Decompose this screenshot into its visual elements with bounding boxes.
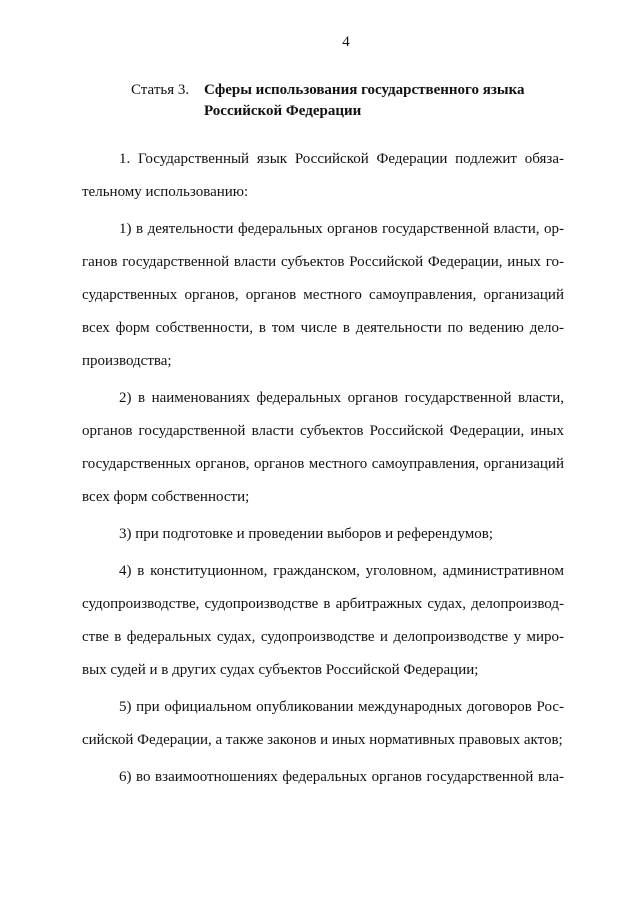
- page-number: 4: [342, 34, 350, 50]
- paragraph-line: тельному использованию:: [82, 184, 249, 200]
- paragraph-line: ганов государственной власти субъектов Российской Федерации, иных го-: [82, 254, 564, 270]
- paragraph-line: судопроизводстве, судопроизводстве в арбитражных судах, делопроизвод-: [82, 596, 564, 612]
- paragraph-line: сударственных органов, органов местного самоуправления, организаций: [82, 287, 564, 303]
- article-body: [82, 143, 564, 794]
- paragraph: [82, 555, 564, 687]
- paragraph-line: сийской Федерации, а также законов и иных нормативных правовых актов;: [82, 732, 563, 748]
- article-heading: [131, 80, 571, 122]
- article-title-line: Российской Федерации: [204, 103, 362, 119]
- paragraph-line: вых судей и в других судах субъектов Российской Федерации;: [82, 662, 479, 678]
- paragraph: [82, 691, 564, 757]
- paragraph: [82, 213, 564, 378]
- paragraph-line: всех форм собственности;: [82, 489, 250, 505]
- article-title: [204, 80, 544, 122]
- paragraph-line: государственных органов, органов местного самоуправления, организаций: [82, 456, 564, 472]
- paragraph-line: органов государственной власти субъектов Российской Федерации, иных: [82, 423, 564, 439]
- paragraph-line: 1) в деятельности федеральных органов государственной власти, ор-: [119, 221, 564, 237]
- article-title-line: Сферы использования государственного языка: [204, 82, 525, 98]
- paragraph: [82, 382, 564, 514]
- paragraph-line: 3) при подготовке и проведении выборов и референдумов;: [119, 526, 493, 542]
- article-number: Статья 3.: [131, 82, 190, 98]
- paragraph: [82, 761, 564, 794]
- paragraph-line: 2) в наименованиях федеральных органов государственной власти,: [119, 390, 564, 406]
- paragraph: [82, 143, 564, 209]
- paragraph: [82, 518, 564, 551]
- paragraph-line: всех форм собственности, в том числе в деятельности по ведению дело-: [82, 320, 564, 336]
- paragraph-line: 1. Государственный язык Российской Федерации подлежит обяза-: [119, 151, 564, 167]
- paragraph-line: 4) в конституционном, гражданском, уголовном, административном: [119, 563, 564, 579]
- paragraph-line: производства;: [82, 353, 172, 369]
- paragraph-line: стве в федеральных судах, судопроизводстве и делопроизводстве у миро-: [82, 629, 564, 645]
- paragraph-line: 5) при официальном опубликовании международных договоров Рос-: [119, 699, 564, 715]
- paragraph-line: 6) во взаимоотношениях федеральных органов государственной вла-: [119, 769, 564, 785]
